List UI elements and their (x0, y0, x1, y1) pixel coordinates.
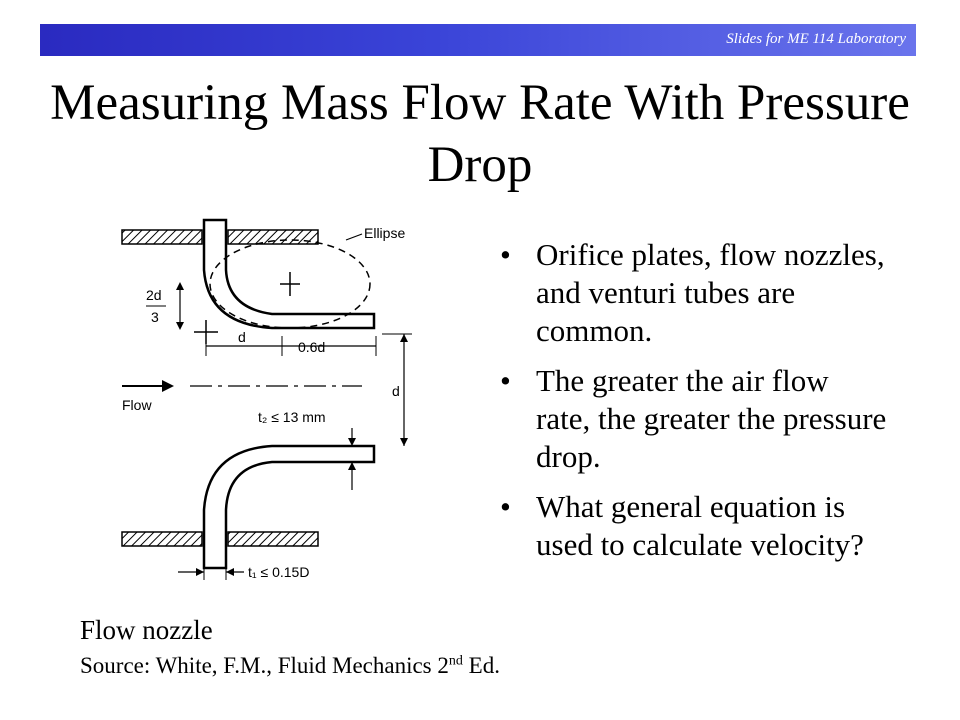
source-suffix: Ed. (462, 653, 500, 678)
flow-nozzle-diagram (112, 200, 442, 590)
figure-caption: Flow nozzle (80, 615, 213, 645)
bullet-item: • The greater the air flow rate, the greater the pressure drop. (500, 363, 887, 474)
banner-text: Slides for ME 114 Laboratory (726, 31, 906, 47)
source-sup: nd (448, 653, 463, 669)
bottom-pipe-wall (122, 532, 202, 546)
bottom-nozzle (204, 446, 374, 568)
label-d-span: d (238, 329, 246, 345)
slide-title: Measuring Mass Flow Rate With Pressure Drop (50, 75, 910, 193)
label-t2: t₂ ≤ 13 mm (258, 409, 326, 425)
label-diameter: d (392, 383, 400, 399)
source-prefix: Source: White, F.M., Fluid Mechanics 2 (80, 653, 449, 678)
figure-source (80, 653, 500, 679)
label-0-6d: 0.6d (298, 339, 326, 355)
bullet-item: • What general equation is used to calculate velocity? (500, 489, 864, 562)
top-pipe-wall-right (228, 230, 318, 244)
bullet-text: The greater the air flow rate, the greater the pressure drop. (536, 363, 887, 474)
bullet-text: What general equation is used to calculate velocity? (536, 489, 864, 562)
header-banner (40, 24, 916, 56)
label-t1: t₁ ≤ 0.15D (248, 564, 310, 580)
label-ellipse: Ellipse (364, 225, 406, 241)
label-flow: Flow (122, 397, 152, 413)
bullet-text: Orifice plates, flow nozzles, and venturi tubes are common. (536, 237, 885, 348)
bullet-list (500, 236, 890, 576)
bottom-pipe-wall-right (228, 532, 318, 546)
bullet-item: • Orifice plates, flow nozzles, and venturi tubes are common. (500, 237, 885, 348)
label-2d: 2d (146, 287, 162, 303)
label-3: 3 (151, 309, 159, 325)
top-pipe-wall (122, 230, 202, 244)
